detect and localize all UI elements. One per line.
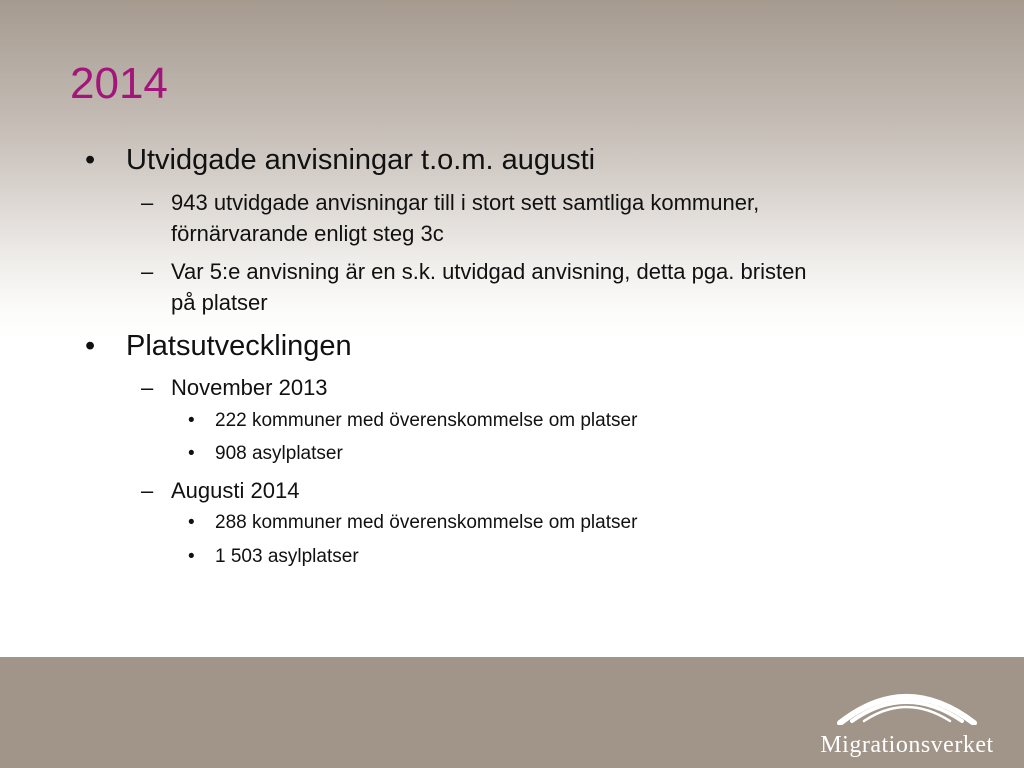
bullet-marker: • — [85, 144, 96, 176]
bullet-marker: • — [188, 443, 195, 464]
bullet-text: Utvidgade anvisningar t.o.m. augusti — [126, 144, 596, 176]
bullet-marker: • — [188, 512, 195, 533]
subsubbullet-288-kommuner — [188, 511, 638, 535]
subbullet-text-line2: förnärvarande enligt steg 3c — [171, 221, 444, 246]
subbullet-text-line1: Var 5:e anvisning är en s.k. utvidgad anvisning, detta pga. bristen — [171, 259, 807, 284]
subbullet-text: Augusti 2014 — [171, 478, 300, 503]
subbullet-text-line1: 943 utvidgade anvisningar till i stort sett samtliga kommuner, — [171, 190, 760, 215]
arc-logo-icon — [836, 679, 978, 725]
bullet-marker: • — [188, 546, 195, 567]
subsubbullet-text: 908 asylplatser — [215, 443, 343, 464]
subsubbullet-text: 288 kommuner med överenskommelse om platser — [215, 512, 638, 533]
subsubbullet-908-asylplatser — [188, 442, 343, 466]
bullet-marker: • — [85, 330, 96, 362]
footer-bar — [0, 657, 1024, 768]
migrationsverket-logo — [812, 679, 1002, 759]
logo-text: Migrationsverket — [820, 732, 994, 758]
dash-marker: – — [141, 259, 154, 284]
subsubbullet-text: 1 503 asylplatser — [215, 546, 359, 567]
bullet-utvidgade — [85, 143, 596, 177]
dash-marker: – — [141, 375, 154, 400]
slide-title: 2014 — [70, 59, 168, 108]
dash-marker: – — [141, 478, 154, 503]
subbullet-november-2013 — [141, 372, 328, 403]
bullet-platsutvecklingen — [85, 329, 352, 363]
subsubbullet-1503-asylplatser — [188, 545, 359, 569]
bullet-marker: • — [188, 410, 195, 431]
dash-marker: – — [141, 190, 154, 215]
subsubbullet-222-kommuner — [188, 409, 638, 433]
bullet-text: Platsutvecklingen — [126, 330, 352, 362]
subbullet-text-line2: på platser — [171, 290, 268, 315]
subbullet-943 — [141, 187, 760, 249]
subsubbullet-text: 222 kommuner med överenskommelse om platser — [215, 410, 638, 431]
subbullet-text: November 2013 — [171, 375, 328, 400]
subbullet-augusti-2014 — [141, 475, 300, 506]
subbullet-var5 — [141, 256, 807, 318]
